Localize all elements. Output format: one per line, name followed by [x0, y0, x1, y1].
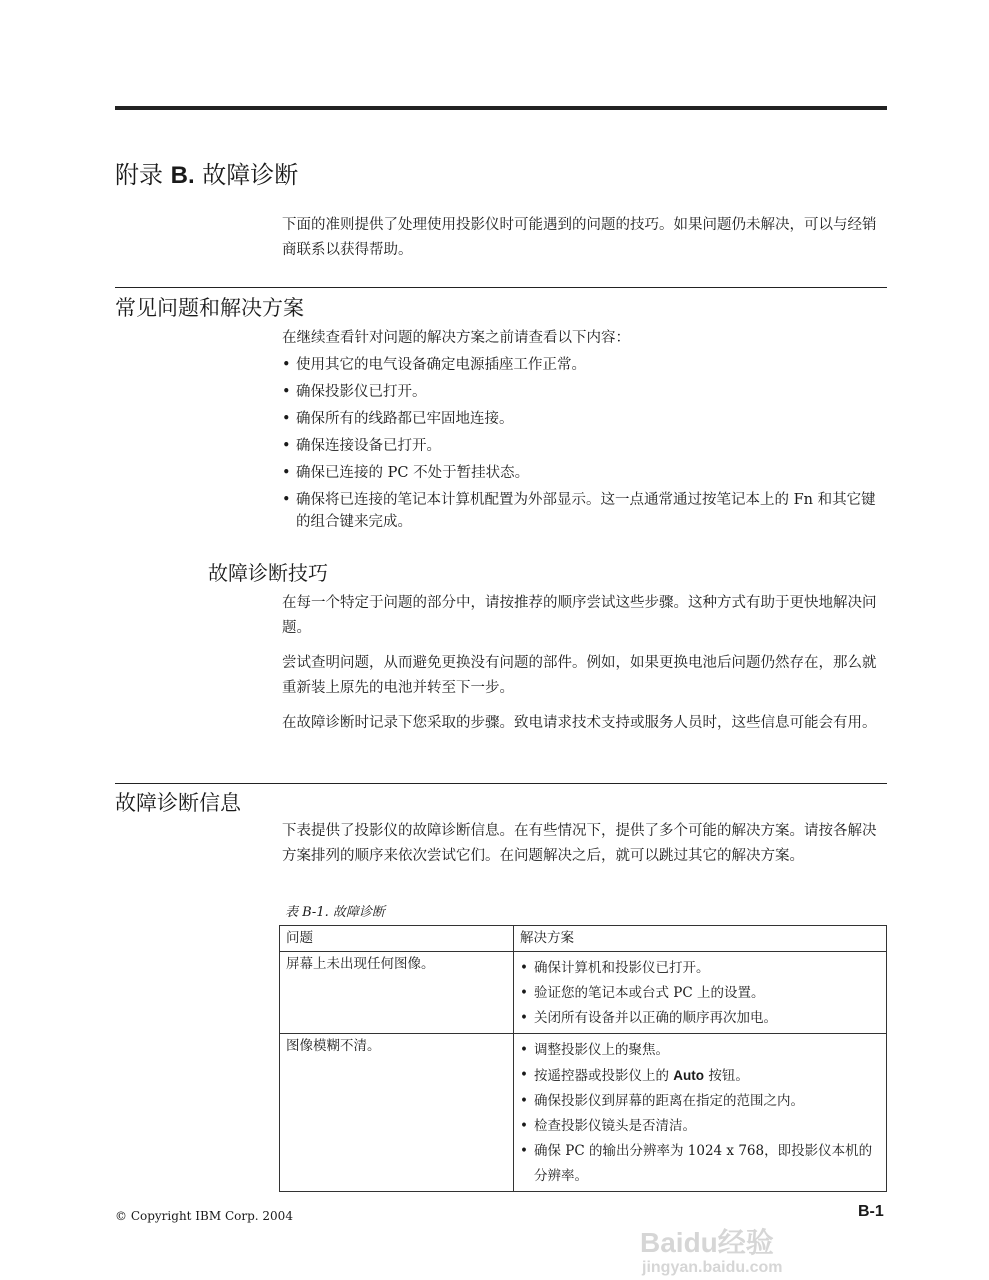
solution-item: • 验证您的笔记本或台式 PC 上的设置。 — [520, 981, 880, 1006]
troubleshooting-table — [279, 925, 887, 1192]
watermark-url: jingyan.baidu.com — [642, 1259, 783, 1276]
problem-cell: 图像模糊不清。 — [280, 1034, 514, 1192]
auto-button-label: Auto — [673, 1068, 705, 1083]
table-caption: 表 B-1. 故障诊断 — [285, 905, 385, 920]
title-letter: B. — [170, 162, 195, 189]
column-header: 解决方案 — [514, 926, 887, 952]
watermark-brand: Baidu经验 — [640, 1227, 774, 1258]
list-item: • 确保将已连接的笔记本计算机配置为外部显示。这一点通常通过按笔记本上的 Fn 和其它键的组合键来完成。 — [282, 489, 887, 533]
paragraph: 尝试查明问题，从而避免更换没有问题的部件。例如，如果更换电池后问题仍然存在，那么就重新装上原先的电池并转至下一步。 — [282, 655, 877, 696]
solution-item: • 检查投影仪镜头是否清洁。 — [520, 1114, 880, 1139]
section-common-problems — [282, 327, 887, 538]
lead-text: 在继续查看针对问题的解决方案之前请查看以下内容： — [282, 330, 630, 346]
list-item: • 使用其它的电气设备确定电源插座工作正常。 — [282, 354, 887, 376]
list-item: • 确保所有的线路都已牢固地连接。 — [282, 408, 887, 430]
section-lead: 下表提供了投影仪的故障诊断信息。在有些情况下，提供了多个可能的解决方案。请按各解决方案排列的顺序来依次尝试它们。在问题解决之后，就可以跳过其它的解决方案。 — [282, 823, 877, 864]
problem-cell: 屏幕上未出现任何图像。 — [280, 952, 514, 1034]
solution-item: • 确保计算机和投影仪已打开。 — [520, 956, 880, 981]
watermark — [640, 1228, 782, 1278]
page-number: B-1 — [858, 1203, 884, 1220]
list-item: • 确保已连接的 PC 不处于暂挂状态。 — [282, 462, 887, 484]
paragraph: 在故障诊断时记录下您采取的步骤。致电请求技术支持或服务人员时，这些信息可能会有用。 — [282, 715, 877, 731]
solution-item: • 确保投影仪到屏幕的距离在指定的范围之内。 — [520, 1089, 880, 1114]
list-item: • 确保投影仪已打开。 — [282, 381, 887, 403]
table-header-row — [280, 926, 887, 952]
solution-cell — [514, 1034, 887, 1192]
subsection-heading: 故障诊断技巧 — [208, 561, 328, 585]
section-heading: 故障诊断信息 — [115, 791, 241, 815]
column-header: 问题 — [280, 926, 514, 952]
page-title — [115, 155, 298, 190]
copyright: © Copyright IBM Corp. 2004 — [115, 1209, 293, 1223]
title-prefix: 附录 — [115, 161, 163, 189]
solution-item: • 关闭所有设备并以正确的顺序再次加电。 — [520, 1006, 880, 1031]
table-row — [280, 952, 887, 1034]
solution-item: • 确保 PC 的输出分辨率为 1024 x 768，即投影仪本机的分辨率。 — [520, 1139, 880, 1189]
table-row — [280, 1034, 887, 1192]
list-item: • 确保连接设备已打开。 — [282, 435, 887, 457]
top-rule — [115, 106, 887, 110]
solution-item: • 调整投影仪上的聚焦。 — [520, 1038, 880, 1063]
section-rule — [115, 783, 887, 784]
solution-item — [520, 1063, 880, 1089]
solution-text: 按遥控器或投影仪上的 — [534, 1068, 669, 1084]
section-heading: 常见问题和解决方案 — [115, 296, 304, 320]
checklist — [282, 354, 887, 533]
section-tips — [282, 591, 887, 736]
paragraph: 在每一个特定于问题的部分中，请按推荐的顺序尝试这些步骤。这种方式有助于更快地解决问题。 — [282, 595, 877, 636]
solution-cell — [514, 952, 887, 1034]
section-rule — [115, 287, 887, 288]
solution-text: 按钮。 — [708, 1068, 749, 1084]
title-text: 故障诊断 — [202, 161, 299, 189]
intro-paragraph: 下面的准则提供了处理使用投影仪时可能遇到的问题的技巧。如果问题仍未解决，可以与经销商联系以获得帮助。 — [282, 217, 877, 258]
